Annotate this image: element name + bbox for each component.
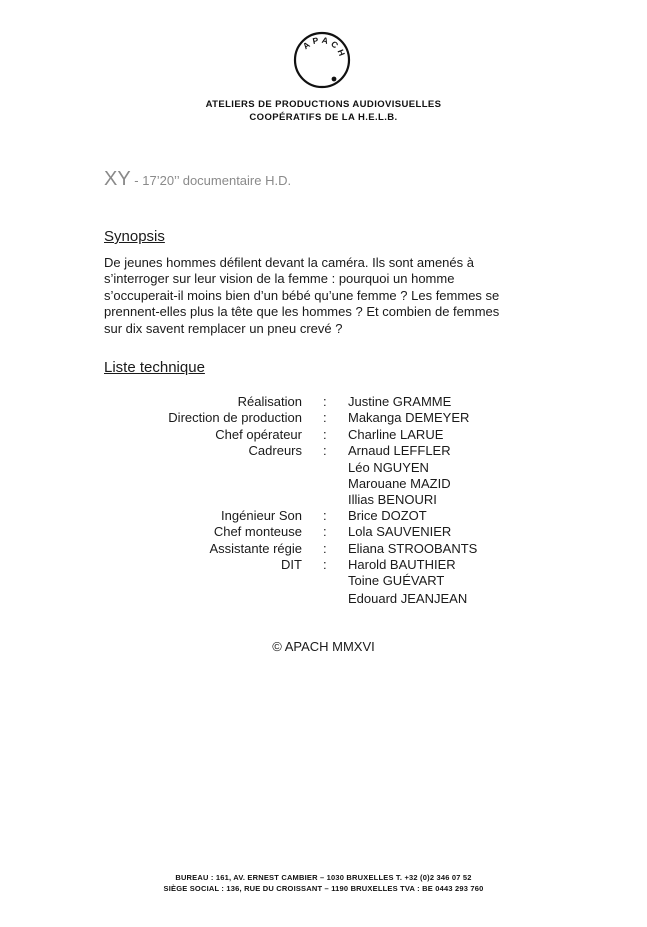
- credit-row: [0, 524, 647, 540]
- credit-name: Edouard JEANJEAN: [348, 590, 468, 606]
- credit-role: Chef opérateur: [215, 427, 302, 443]
- credit-name: Toine GUÉVART: [348, 573, 445, 588]
- credit-role: DIT: [281, 556, 302, 572]
- credit-role: Cadreurs: [248, 443, 302, 459]
- film-meta: - 17’20’’ documentaire H.D.: [130, 173, 292, 188]
- synopsis-text: [104, 255, 534, 337]
- credit-name: Lola SAUVENIER: [348, 524, 452, 540]
- credit-role: Chef monteuse: [213, 524, 302, 540]
- credit-role: Assistante régie: [209, 540, 302, 556]
- credit-row: [0, 492, 647, 508]
- credit-separator: :: [323, 508, 327, 524]
- logo-dot: [332, 77, 337, 82]
- credit-name: Brice DOZOT: [348, 508, 427, 524]
- org-name-line1: ATELIERS DE PRODUCTIONS AUDIOVISUELLES: [205, 99, 442, 110]
- credit-name: Marouane MAZID: [348, 475, 451, 491]
- logo-text: APACH: [300, 34, 349, 61]
- credit-separator: :: [323, 556, 327, 572]
- film-title-line: [104, 168, 291, 191]
- credit-row: [0, 443, 647, 459]
- synopsis-line: s’occuperait-il moins bien d’un bébé qu’une femme ? Les femmes se: [104, 287, 500, 303]
- credit-separator: :: [323, 524, 327, 540]
- credit-name: Illias BENOURI: [348, 492, 437, 507]
- credit-separator: :: [323, 427, 327, 443]
- synopsis-heading: Synopsis: [104, 228, 165, 245]
- svg-text:APACH: [301, 35, 348, 60]
- credit-name: Arnaud LEFFLER: [348, 443, 451, 459]
- footer-office-address: BUREAU : 161, AV. ERNEST CAMBIER – 1030 BRUXELLES T. +32 (0)2 346 07 52: [175, 873, 472, 882]
- credit-name: Eliana STROOBANTS: [348, 540, 478, 556]
- film-title: XY: [104, 168, 131, 190]
- credit-separator: :: [323, 394, 327, 409]
- synopsis-line: prennent-elles plus la tête que les hommes ? Et combien de femmes: [104, 304, 500, 320]
- credit-name: Léo NGUYEN: [348, 459, 429, 475]
- credit-name: Justine GRAMME: [348, 394, 452, 409]
- copyright-notice: © APACH MMXVI: [272, 639, 375, 654]
- credit-separator: :: [323, 443, 327, 459]
- credit-separator: :: [323, 410, 327, 426]
- apach-logo: [293, 31, 351, 89]
- credit-row: [0, 460, 647, 476]
- credit-row: [0, 394, 647, 410]
- credit-row: [0, 410, 647, 426]
- credit-role: Réalisation: [237, 394, 302, 409]
- credit-row: [0, 573, 647, 589]
- credit-row: [0, 476, 647, 492]
- credit-separator: :: [323, 540, 327, 556]
- synopsis-line: s’interroger sur leur vision de la femme : pourquoi un homme: [104, 271, 455, 287]
- credit-name: Charline LARUE: [348, 427, 444, 443]
- credit-row: [0, 541, 647, 557]
- credit-name: Makanga DEMEYER: [348, 410, 470, 426]
- credit-row: [0, 557, 647, 573]
- org-name-line2: COOPÉRATIFS DE LA H.E.L.B.: [249, 112, 398, 123]
- footer-registered-office: SIÈGE SOCIAL : 136, RUE DU CROISSANT – 1190 BRUXELLES TVA : BE 0443 293 760: [163, 884, 484, 893]
- technical-list-heading: Liste technique: [104, 359, 205, 376]
- credit-row: [0, 508, 647, 524]
- synopsis-line: sur dix savent remplacer un pneu crevé ?: [104, 320, 343, 336]
- credit-row: [0, 591, 647, 607]
- credit-role: Direction de production: [168, 410, 302, 426]
- credit-row: [0, 427, 647, 443]
- credit-role: Ingénieur Son: [221, 508, 302, 524]
- synopsis-line: De jeunes hommes défilent devant la caméra. Ils sont amenés à: [104, 255, 474, 270]
- credit-name: Harold BAUTHIER: [348, 556, 456, 572]
